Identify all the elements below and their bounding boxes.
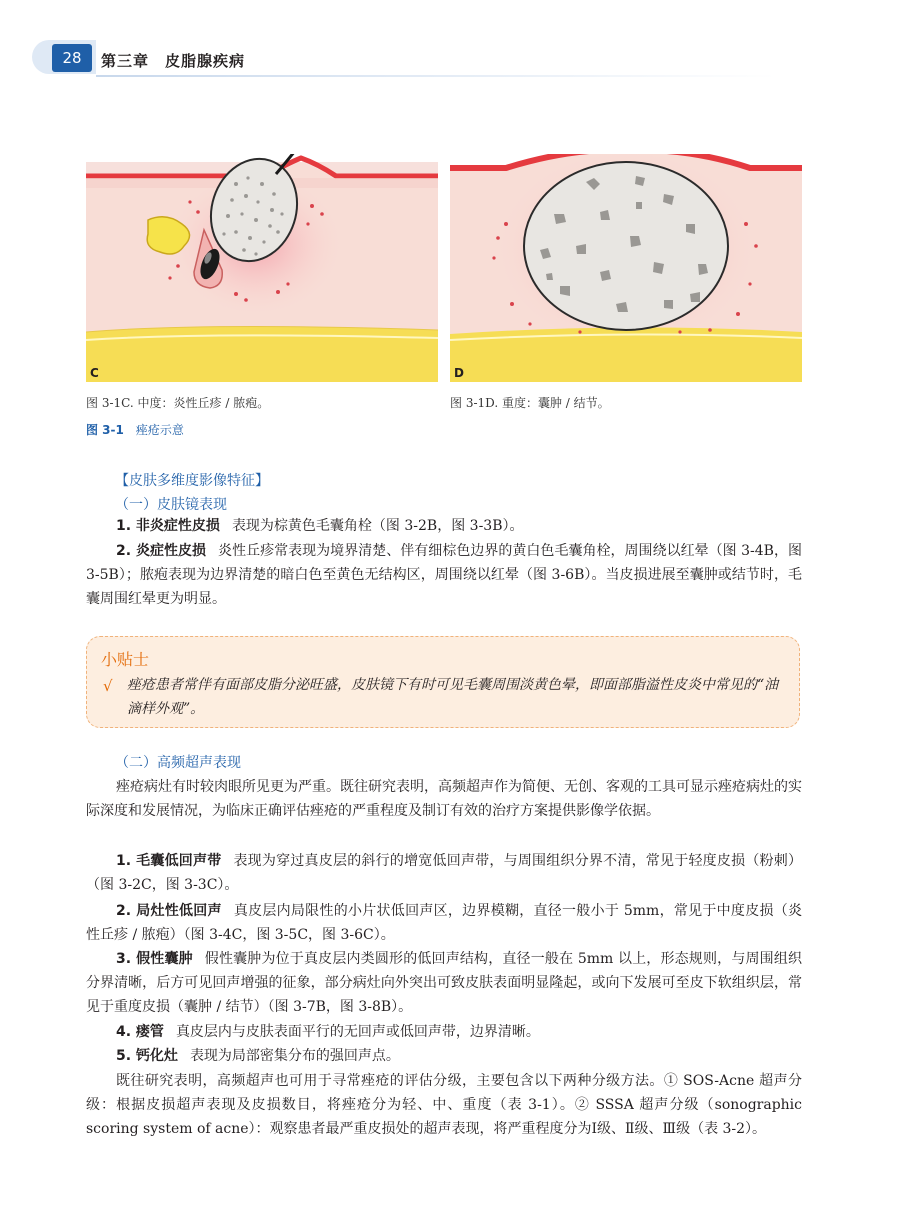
dermoscopy-item-2 [86,539,802,611]
ultrasound-item-5 [86,1044,802,1068]
item-text: 真皮层内局限性的小片状低回声区，边界模糊，直径一般小于 5mm，常见于中度皮损（炎性丘疹 / 脓疱）（图 3-4C，图 3-5C，图 3-6C）。 [86,903,802,943]
subsection-heading-ultrasound: （二）高频超声表现 [115,755,241,771]
item-text: 炎性丘疹常表现为境界清楚、伴有细棕色边界的黄白色毛囊角栓，周围绕以红晕（图 3-4B，图 3-5B）；脓疱表现为边界清楚的暗白色至黄色无结构区，周围绕以红晕（图 3-6B）。当皮损进展至囊肿或结节时，毛囊周围红晕更为明显。 [86,543,803,607]
item-term: 4. 瘘管 [116,1024,164,1040]
figure-number: 图 3-1 [86,423,124,437]
check-icon: √ [103,677,113,695]
item-term: 3. 假性囊肿 [116,951,193,967]
figure-panel-d [450,154,802,382]
figure-panel-c [86,154,438,382]
caption-d: 图 3-1D. 重度：囊肿 / 结节。 [450,396,610,410]
item-term: 1. 毛囊低回声带 [116,853,222,869]
acne-moderate-illustration [86,154,438,382]
dermoscopy-item-1 [86,514,832,538]
tip-box [86,636,800,728]
item-term: 2. 局灶性低回声 [116,903,222,919]
ultrasound-intro: 痤疮病灶有时较肉眼所见更为严重。既往研究表明，高频超声作为简便、无创、客观的工具可显示痤疮病灶的实际深度和发展情况，为临床正确评估痤疮的严重程度及制订有效的治疗方案提供影像学依据。 [86,779,802,819]
item-text: 表现为穿过真皮层的斜行的增宽低回声带，与周围组织分界不清，常见于轻度皮损（粉刺）（图 3-2C，图 3-3C）。 [86,853,802,893]
figure-title [86,421,184,438]
subsection-heading-dermoscopy: （一）皮肤镜表现 [115,497,227,513]
item-term: 1. 非炎症性皮损 [116,518,220,534]
caption-c: 图 3-1C. 中度：炎性丘疹 / 脓疱。 [86,396,270,410]
ultrasound-item-1 [86,849,802,897]
item-text: 真皮层内与皮肤表面平行的无回声或低回声带，边界清晰。 [175,1024,540,1040]
ultrasound-item-2 [86,899,802,947]
item-term: 5. 钙化灶 [116,1048,178,1064]
section-heading: 【皮肤多维度影像特征】 [115,473,269,489]
chapter-title: 第三章 皮脂腺疾病 [101,52,246,70]
panel-letter-d: D [454,366,464,380]
page-header [0,40,900,80]
ultrasound-closing: 既往研究表明，高频超声也可用于寻常痤疮的评估分级，主要包含以下两种分级方法。① SOS-Acne 超声分级：根据皮损超声表现及皮损数目，将痤疮分为轻、中、重度（表 3-1）。② SSSA 超声分级（sonographic scoring system of acne）：观察患者最严重皮损处的超声表现，将严重程度分为Ⅰ级、Ⅱ级、Ⅲ级（表 3-2）。 [86,1073,802,1137]
tip-text: 痤疮患者常伴有面部皮脂分泌旺盛，皮肤镜下有时可见毛囊周围淡黄色晕，即面部脂溢性皮炎中常见的“油滴样外观”。 [127,677,779,717]
tip-title: 小贴士 [101,650,150,669]
item-term: 2. 炎症性皮损 [116,543,207,559]
header-divider [96,75,776,77]
acne-severe-illustration [450,154,802,382]
figure-title-text: 痤疮示意 [135,423,184,437]
ultrasound-item-3 [86,947,802,1019]
panel-letter-c: C [90,366,99,380]
page-number: 28 [52,44,92,72]
item-text: 表现为局部密集分布的强回声点。 [189,1048,400,1064]
ultrasound-item-4 [86,1020,802,1044]
item-text: 表现为棕黄色毛囊角栓（图 3-2B，图 3-3B）。 [231,518,524,534]
item-text: 假性囊肿为位于真皮层内类圆形的低回声结构，直径一般在 5mm 以上，形态规则，与周围组织分界清晰，后方可见回声增强的征象，部分病灶向外突出可致皮肤表面明显隆起，或向下发展可至皮下软组织层，常见于重度皮损（囊肿 / 结节）（图 3-7B，图 3-8B）。 [86,951,803,1015]
